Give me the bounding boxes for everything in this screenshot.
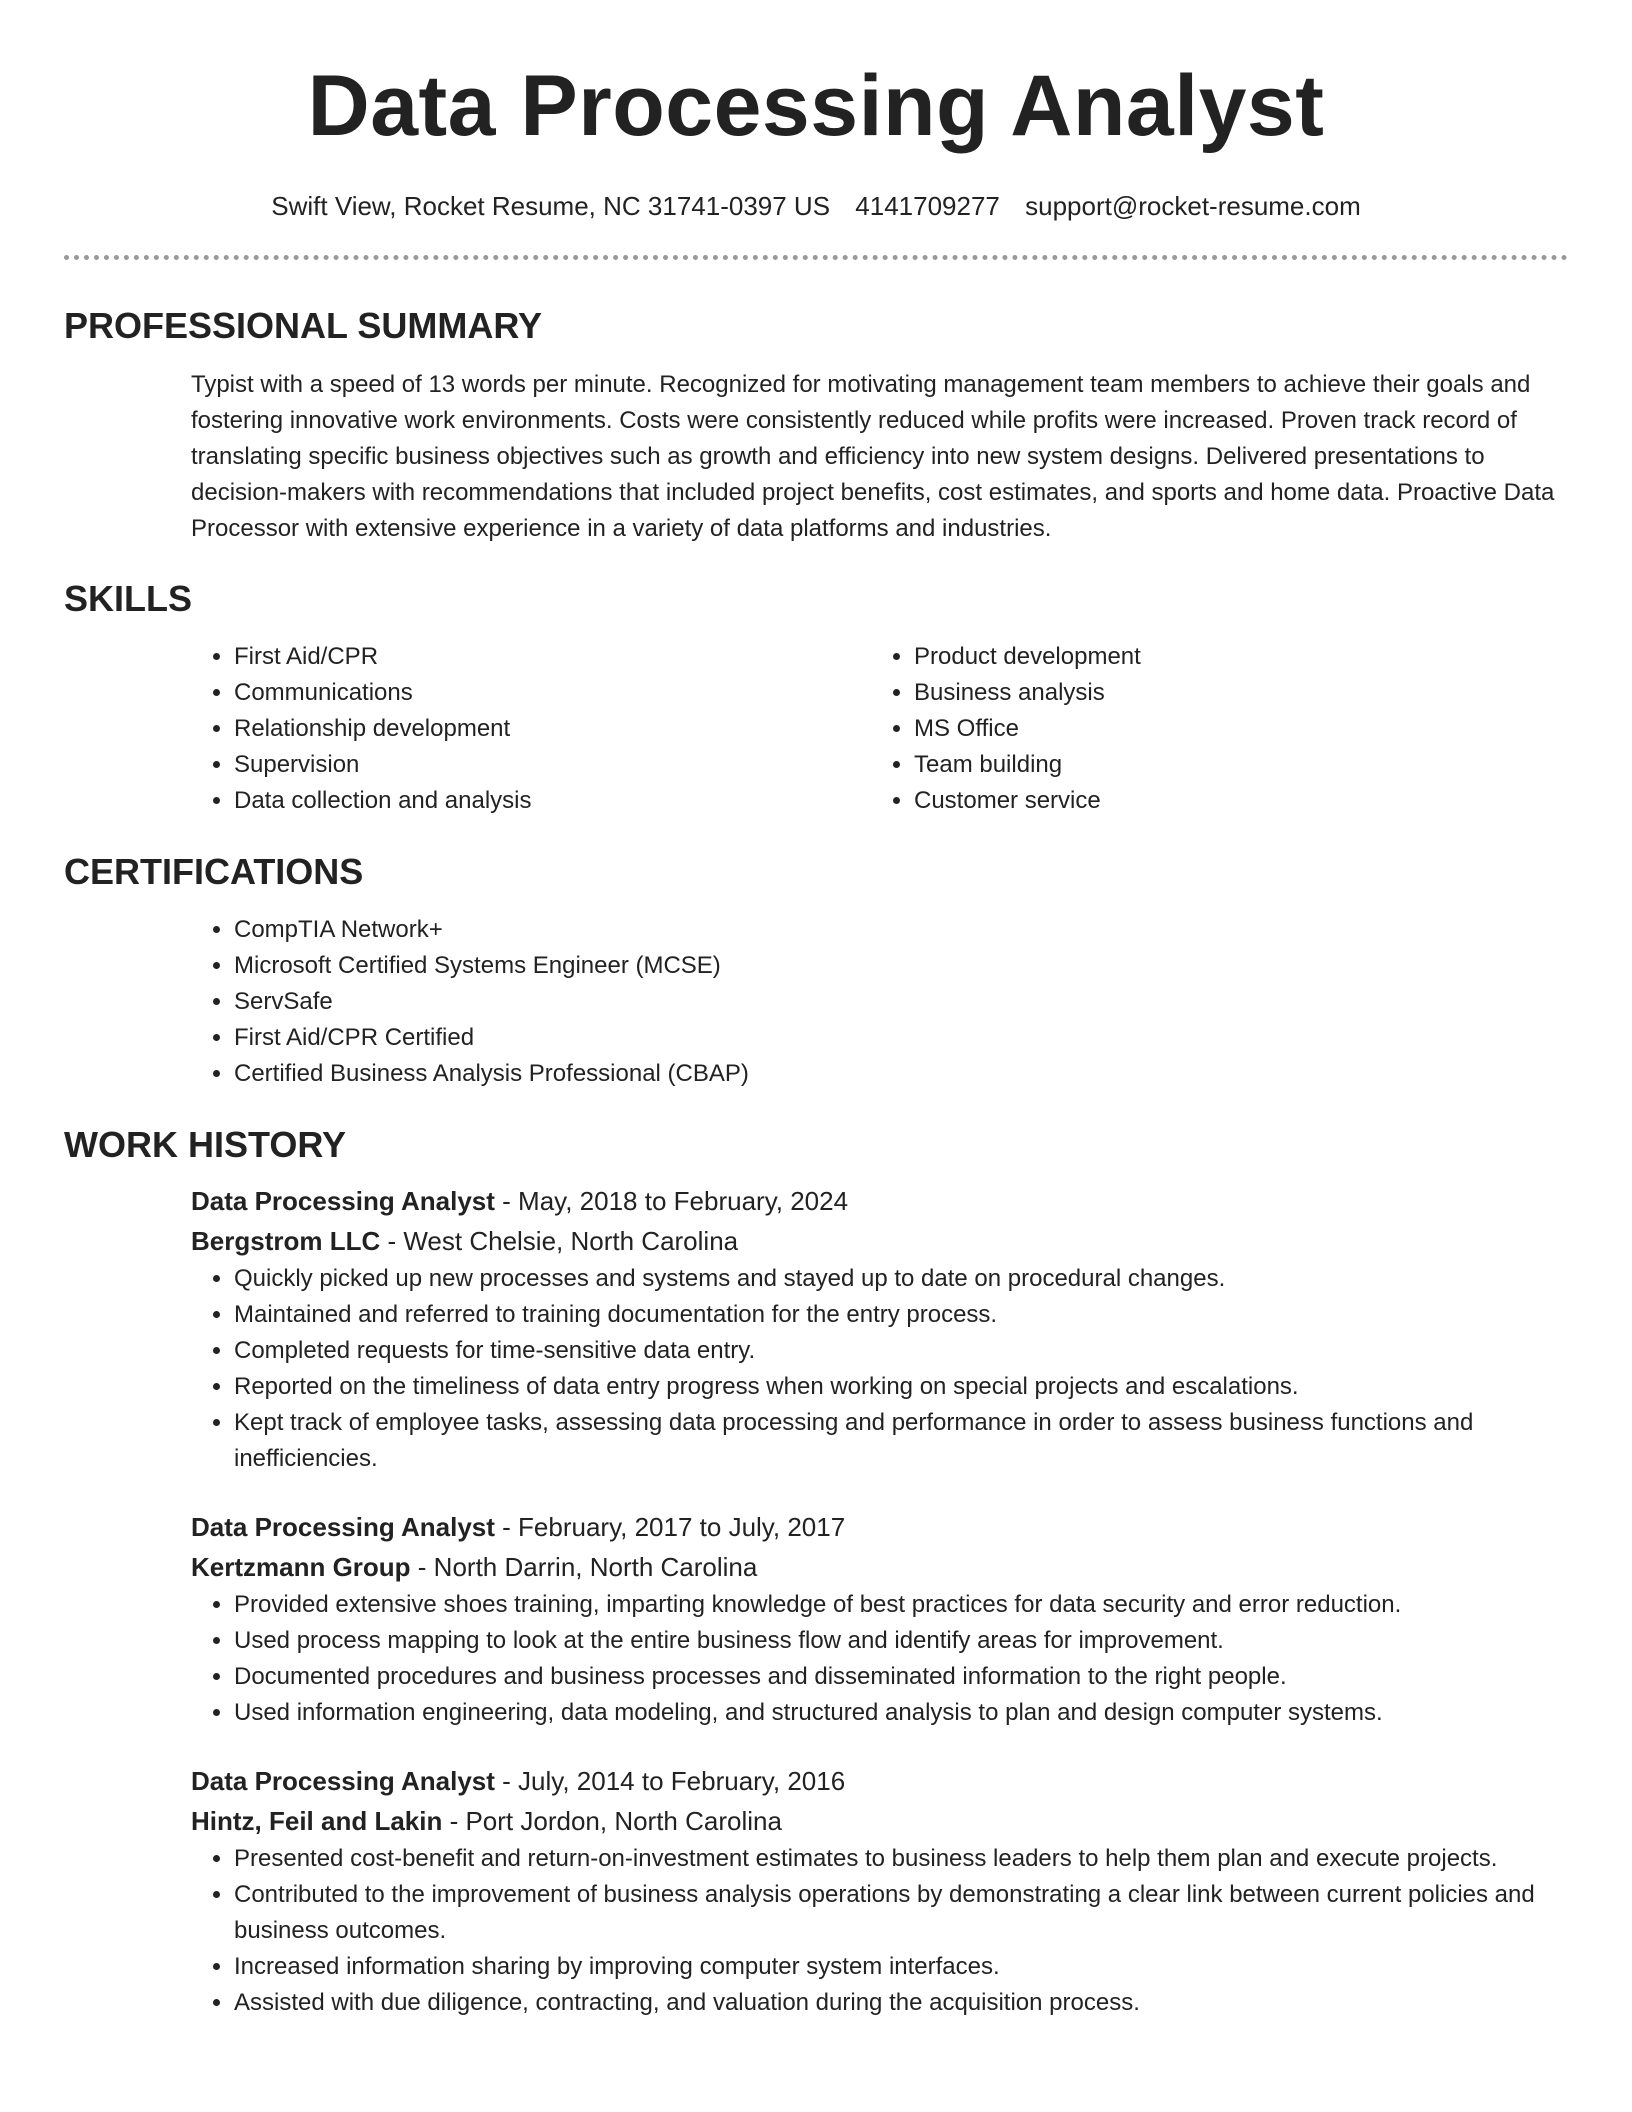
email: support@rocket-resume.com <box>1025 191 1361 221</box>
job-title-line <box>191 1181 1568 1221</box>
job-entry <box>191 1181 1568 1477</box>
work-history-heading: WORK HISTORY <box>64 1124 347 1165</box>
skill-item: • Data collection and analysis <box>234 783 871 819</box>
job-bullet: • Used process mapping to look at the entire business flow and identify areas for improvement. <box>234 1623 1568 1659</box>
job-location: - North Darrin, North Carolina <box>410 1552 758 1582</box>
job-company: Kertzmann Group <box>191 1552 411 1582</box>
job-dates: - February, 2017 to July, 2017 <box>494 1512 846 1542</box>
certifications-section <box>64 850 1568 1092</box>
job-company-line <box>191 1547 1568 1587</box>
job-location: - Port Jordon, North Carolina <box>442 1806 782 1836</box>
skill-item: • MS Office <box>914 711 1551 747</box>
skill-item: • Team building <box>914 747 1551 783</box>
skills-left-column <box>191 639 871 819</box>
job-company: Bergstrom LLC <box>191 1226 381 1256</box>
job-bullet: • Increased information sharing by improving computer system interfaces. <box>234 1949 1568 1985</box>
skills-right-column <box>871 639 1551 819</box>
job-bullet: • Used information engineering, data modeling, and structured analysis to plan and design computer systems. <box>234 1695 1568 1731</box>
job-bullet: • Presented cost-benefit and return-on-investment estimates to business leaders to help them plan and execute projects. <box>234 1841 1568 1877</box>
job-company-line <box>191 1801 1568 1841</box>
job-entry <box>191 1507 1568 1731</box>
certification-item: • CompTIA Network+ <box>234 912 1568 948</box>
certification-item: • Microsoft Certified Systems Engineer (MCSE) <box>234 948 1568 984</box>
job-bullet: • Documented procedures and business processes and disseminated information to the right people. <box>234 1659 1568 1695</box>
skill-item: • Supervision <box>234 747 871 783</box>
job-role: Data Processing Analyst <box>191 1186 495 1216</box>
job-title-line <box>191 1507 1568 1547</box>
skills-heading: SKILLS <box>64 578 193 619</box>
job-bullet: • Contributed to the improvement of business analysis operations by demonstrating a clear link between current policies and business outcomes. <box>234 1877 1568 1949</box>
job-dates: - July, 2014 to February, 2016 <box>494 1766 846 1796</box>
certification-item: • First Aid/CPR Certified <box>234 1020 1568 1056</box>
job-title-line <box>191 1761 1568 1801</box>
job-company-line <box>191 1221 1568 1261</box>
job-bullet: • Assisted with due diligence, contracting, and valuation during the acquisition process. <box>234 1985 1568 2021</box>
address: Swift View, Rocket Resume, NC 31741-0397 US <box>271 191 831 221</box>
job-bullet: • Kept track of employee tasks, assessing data processing and performance in order to assess business functions and inefficiencies. <box>234 1405 1568 1477</box>
skill-item: • Business analysis <box>914 675 1551 711</box>
skill-item: • Relationship development <box>234 711 871 747</box>
job-role: Data Processing Analyst <box>191 1512 495 1542</box>
work-history-section <box>64 1123 1568 2021</box>
skills-section <box>64 577 1568 819</box>
summary-heading: PROFESSIONAL SUMMARY <box>64 305 543 346</box>
certification-item: • ServSafe <box>234 984 1568 1020</box>
skill-item: • Communications <box>234 675 871 711</box>
certification-item: • Certified Business Analysis Professional (CBAP) <box>234 1056 1568 1092</box>
job-role: Data Processing Analyst <box>191 1766 495 1796</box>
job-bullet: • Completed requests for time-sensitive data entry. <box>234 1333 1568 1369</box>
summary-text: Typist with a speed of 13 words per minute. Recognized for motivating management team members to achieve their goals and fostering innovative work environments. Costs were consistently reduced while profits were increased. Proven track record of translating specific business objectives such as growth and efficiency into new system designs. Delivered presentations to decision-makers with recommendations that included project benefits, cost estimates, and sports and home data. Proactive Data Processor with extensive experience in a variety of data platforms and industries. <box>191 371 1555 542</box>
job-location: - West Chelsie, North Carolina <box>380 1226 739 1256</box>
job-bullet: • Quickly picked up new processes and systems and stayed up to date on procedural changes. <box>234 1261 1568 1297</box>
summary-section <box>64 304 1568 547</box>
job-entry <box>191 1761 1568 2021</box>
phone: 4141709277 <box>855 191 1000 221</box>
job-company: Hintz, Feil and Lakin <box>191 1806 443 1836</box>
job-bullet: • Provided extensive shoes training, imparting knowledge of best practices for data security and error reduction. <box>234 1587 1568 1623</box>
job-dates: - May, 2018 to February, 2024 <box>494 1186 849 1216</box>
skill-item: • Product development <box>914 639 1551 675</box>
skill-item: • Customer service <box>914 783 1551 819</box>
candidate-name: Data Processing Analyst <box>307 58 1325 154</box>
contact-line <box>64 188 1568 224</box>
job-bullet: • Maintained and referred to training documentation for the entry process. <box>234 1297 1568 1333</box>
certifications-heading: CERTIFICATIONS <box>64 851 364 892</box>
skill-item: • First Aid/CPR <box>234 639 871 675</box>
job-bullet: • Reported on the timeliness of data entry progress when working on special projects and escalations. <box>234 1369 1568 1405</box>
header-divider <box>64 255 1568 260</box>
